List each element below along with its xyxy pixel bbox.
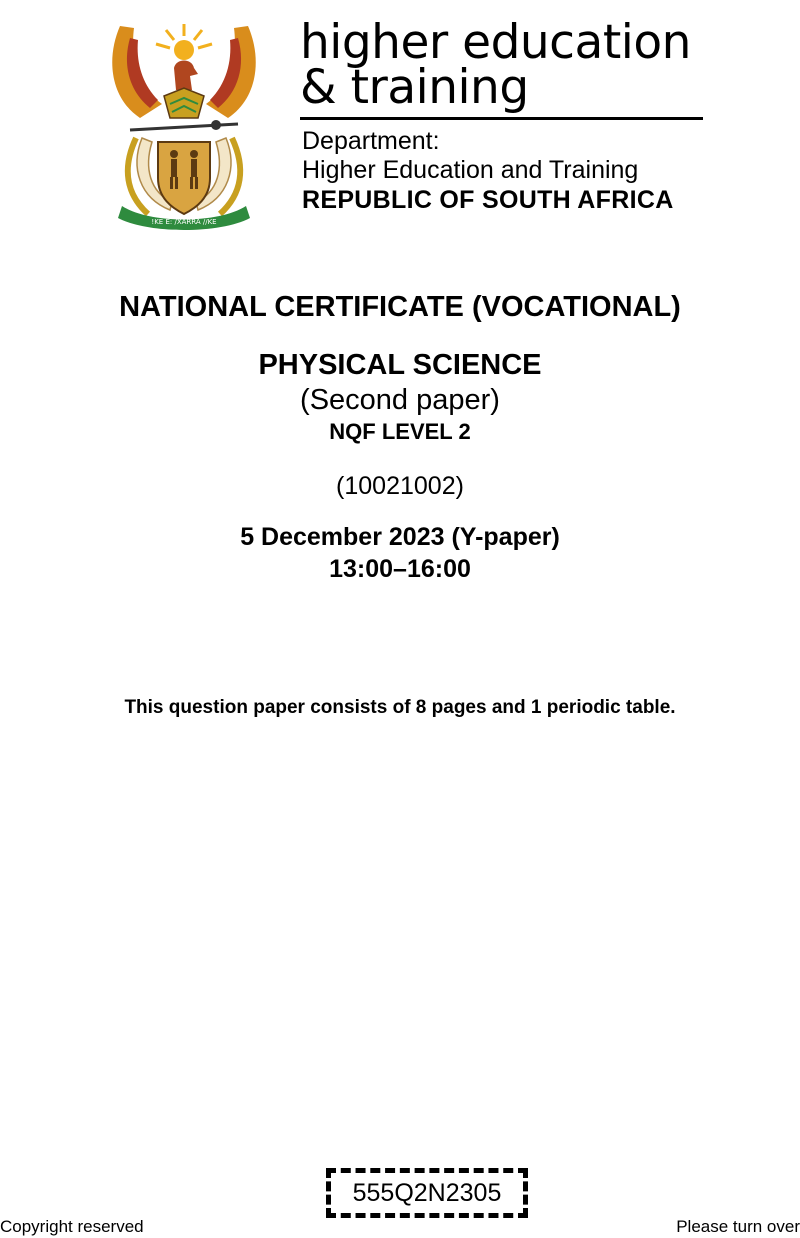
country-name: REPUBLIC OF SOUTH AFRICA (302, 186, 674, 214)
nqf-level: NQF LEVEL 2 (329, 419, 471, 444)
exam-date: 5 December 2023 (Y-paper) (240, 523, 560, 551)
crest-motto: !KE E: /XARRA //KE (151, 218, 217, 226)
paper-code-box: 555Q2N2305 (326, 1168, 528, 1218)
exam-time: 13:00–16:00 (329, 555, 471, 583)
dept-name: Higher Education and Training (302, 156, 639, 184)
page-count-notice: This question paper consists of 8 pages and 1 periodic table. (124, 697, 676, 718)
copyright-note: Copyright reserved (0, 1217, 144, 1236)
coat-of-arms-logo (100, 18, 268, 233)
header-divider (300, 117, 703, 120)
subject-title: PHYSICAL SCIENCE (258, 349, 542, 381)
dept-title-line2: & training (300, 60, 529, 115)
certificate-title: NATIONAL CERTIFICATE (VOCATIONAL) (119, 291, 681, 323)
paper-label: (Second paper) (300, 384, 500, 416)
turn-over-note: Please turn over (676, 1217, 800, 1236)
subject-code: (10021002) (336, 472, 464, 500)
sun-icon (156, 24, 212, 60)
dept-label: Department: (302, 127, 440, 155)
dept-title-line1: higher education (300, 15, 691, 70)
